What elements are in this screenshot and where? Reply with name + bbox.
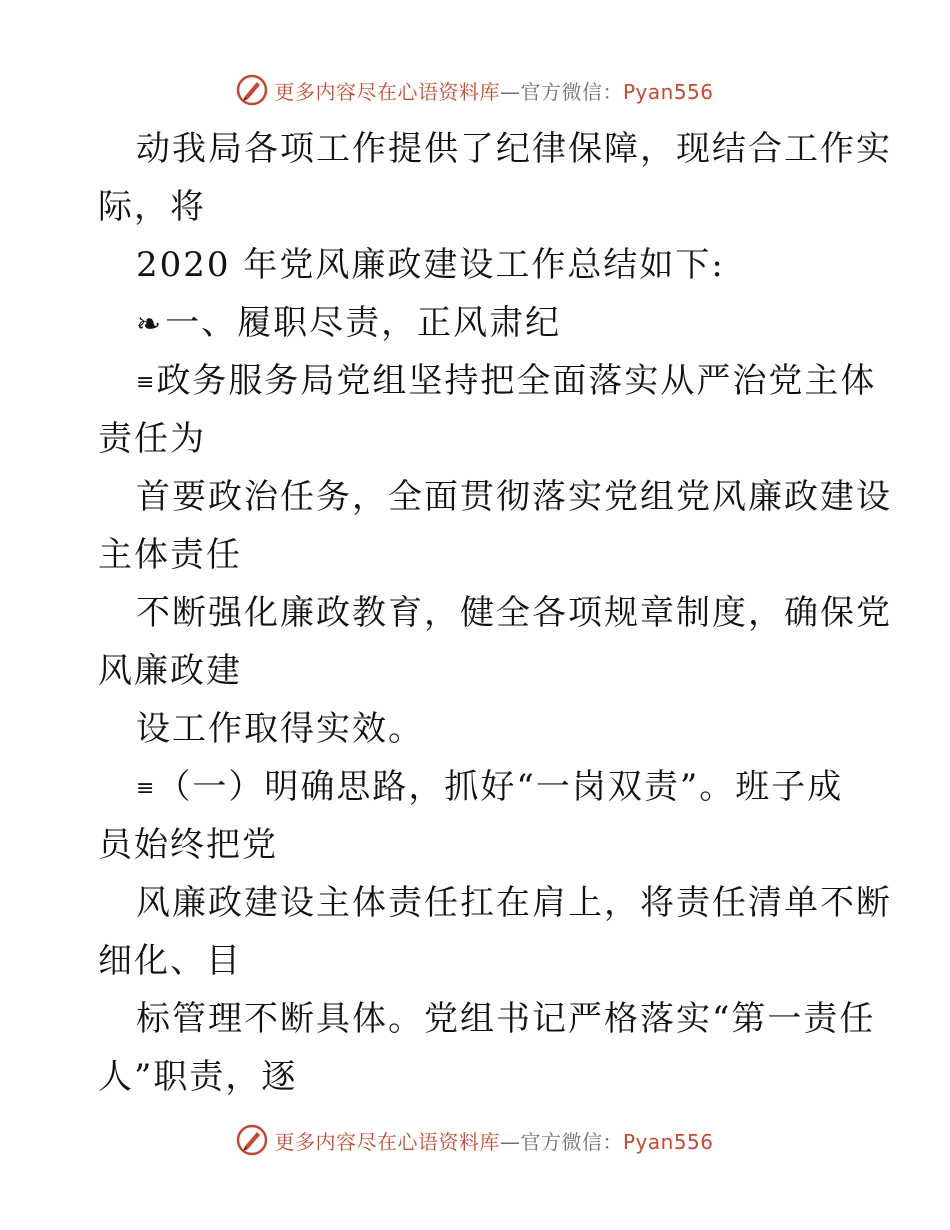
watermark-official: 官方微信： xyxy=(520,1129,623,1154)
watermark-handle: Pyan556 xyxy=(622,1129,714,1154)
watermark-brand: 更多内容尽在心语资料库 xyxy=(274,79,500,104)
text-line: 人”职责，逐 xyxy=(98,1057,298,1097)
text-line: 责任为 xyxy=(98,419,206,459)
text-line: 际，将 xyxy=(98,187,206,227)
watermark-dash: — xyxy=(499,1129,521,1154)
text-line: 2020 年党风廉政建设工作总结如下: xyxy=(136,245,725,285)
text-line: 标管理不断具体。党组书记严格落实“第一责任 xyxy=(136,999,876,1039)
header-watermark xyxy=(0,70,950,110)
watermark-text xyxy=(274,1126,713,1155)
document-body xyxy=(98,120,892,1106)
fleuron-icon: ❧ xyxy=(136,307,164,342)
watermark-dash: — xyxy=(499,79,521,104)
text-line: 首要政治任务，全面贯彻落实党组党风廉政建设 xyxy=(136,477,892,517)
text-line: 不断强化廉政教育，健全各项规章制度，确保党 xyxy=(136,593,892,633)
list-mark-icon: ≡ xyxy=(136,370,155,395)
list-mark-icon: ≡ xyxy=(136,776,155,801)
text-line: 员始终把党 xyxy=(98,825,278,865)
watermark-official: 官方微信： xyxy=(520,79,623,104)
text-line: 动我局各项工作提供了纪律保障，现结合工作实 xyxy=(136,129,892,169)
text-line: 风廉政建设主体责任扛在肩上，将责任清单不断 xyxy=(136,883,892,923)
pen-logo-icon xyxy=(236,74,268,106)
watermark-text xyxy=(274,76,713,105)
watermark-brand: 更多内容尽在心语资料库 xyxy=(274,1129,500,1154)
footer-watermark xyxy=(0,1120,950,1160)
watermark-handle: Pyan556 xyxy=(622,79,714,104)
text-line: ≡政务服务局党组坚持把全面落实从严治党主体 xyxy=(98,352,858,410)
text-line: 主体责任 xyxy=(98,535,242,575)
pen-logo-icon xyxy=(236,1124,268,1156)
subsection-heading: ≡（一）明确思路，抓好“一岗双责”。班子成 xyxy=(98,758,858,816)
text-line: 细化、目 xyxy=(98,941,242,981)
section-heading: ❧一、履职尽责，正风肃纪 xyxy=(98,294,858,352)
text-line: 设工作取得实效。 xyxy=(136,709,424,749)
text-line: 风廉政建 xyxy=(98,651,242,691)
